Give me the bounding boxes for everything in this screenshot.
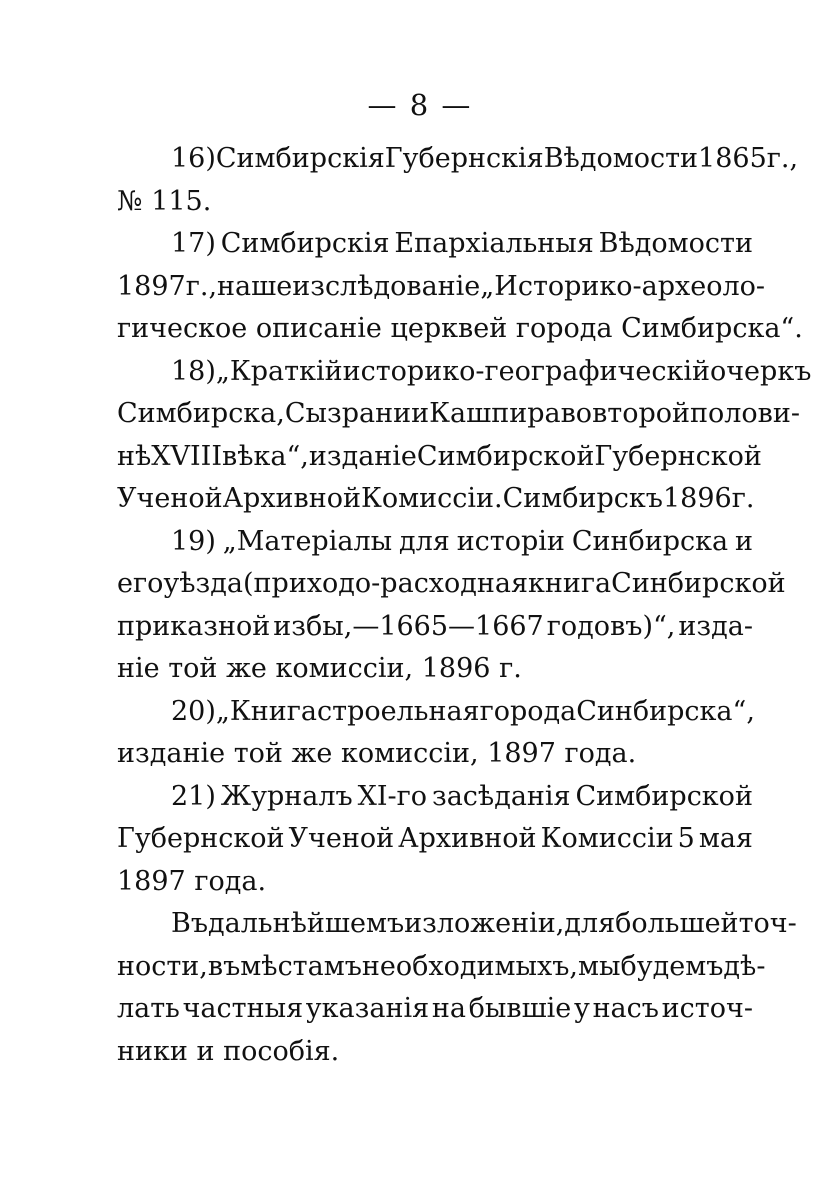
word: избы,—1665—1667 xyxy=(273,610,544,642)
word: наше xyxy=(217,270,293,302)
word: точ- xyxy=(738,908,797,939)
word: года. xyxy=(564,738,637,769)
word: же xyxy=(291,738,333,769)
word: изслѣдованіе xyxy=(292,270,481,302)
word: и xyxy=(734,525,753,557)
text-line xyxy=(117,393,800,436)
word: церквей xyxy=(390,313,508,344)
word: „Краткій xyxy=(215,355,343,387)
word: 1896 xyxy=(421,653,491,684)
word: будемъ xyxy=(620,950,724,982)
word: изданіе xyxy=(117,738,226,769)
word: источ- xyxy=(661,993,753,1024)
word: г., xyxy=(185,270,218,302)
word: той xyxy=(233,738,283,769)
word: и xyxy=(196,1035,215,1067)
text-line xyxy=(117,776,753,819)
word: 17) xyxy=(171,228,216,259)
word: дальнѣйшемъ xyxy=(208,908,405,939)
word: описаніе xyxy=(255,313,382,344)
text-line xyxy=(117,818,753,861)
word: очеркъ xyxy=(709,355,812,387)
word: Вѣдомости xyxy=(543,143,699,174)
word: ники xyxy=(117,1035,188,1067)
word: Кашпира xyxy=(429,398,561,429)
word: нѣ xyxy=(117,440,152,472)
word: необходимыхъ, xyxy=(361,950,578,982)
word: города xyxy=(479,695,577,727)
text-line xyxy=(117,138,799,181)
word: засѣданія xyxy=(431,780,571,812)
text-line xyxy=(117,648,753,691)
word: изда- xyxy=(678,610,753,642)
word: комиссіи, xyxy=(340,738,479,769)
word: изложеніи, xyxy=(404,908,565,939)
word: г. xyxy=(731,483,755,514)
word: и xyxy=(411,398,430,429)
word: гическое xyxy=(117,313,248,344)
word: же xyxy=(226,653,267,684)
word: Сызрани xyxy=(284,398,412,429)
word: второй xyxy=(592,398,690,429)
word: 21) xyxy=(171,780,216,812)
text-line xyxy=(117,1031,753,1074)
text-line xyxy=(117,988,753,1031)
word: Ученой xyxy=(288,823,395,854)
word: Синбирской xyxy=(611,568,786,599)
word: полови- xyxy=(690,398,800,429)
word: большей xyxy=(615,908,739,939)
text-line xyxy=(117,861,753,904)
word: Симбирска“. xyxy=(621,313,803,344)
word: города xyxy=(515,313,613,344)
word: 18) xyxy=(171,355,216,387)
word: (приходо-расходная xyxy=(243,568,529,599)
word: вѣка“, xyxy=(222,440,309,472)
word: Симбирскъ xyxy=(502,483,663,514)
word: Въ xyxy=(171,908,209,939)
word: Губернской xyxy=(117,823,285,854)
word: для xyxy=(398,525,450,557)
word: исторіи xyxy=(456,525,565,557)
word: 16) xyxy=(171,143,216,174)
word: XVIII xyxy=(151,440,222,472)
page-number: — 8 — xyxy=(367,88,473,122)
word: XI-го xyxy=(357,780,428,812)
text-line xyxy=(117,946,766,989)
word: Архивной xyxy=(398,823,537,854)
text-line xyxy=(117,478,753,521)
word: его xyxy=(117,568,164,599)
word: Симбирскія xyxy=(220,228,390,259)
word: у xyxy=(573,993,590,1024)
word: „Матеріалы xyxy=(222,525,393,557)
text-line xyxy=(117,903,797,946)
word: мая xyxy=(698,823,753,854)
text-line xyxy=(117,606,753,649)
text-line xyxy=(117,351,812,394)
word: изданіе xyxy=(308,440,417,472)
text-line xyxy=(117,563,786,606)
word: историко-географическій xyxy=(342,355,710,387)
word: 1897 xyxy=(487,738,556,769)
word: во xyxy=(560,398,593,429)
word: насъ xyxy=(592,993,659,1024)
word: 5 xyxy=(677,823,695,854)
word: ности, xyxy=(117,950,208,982)
word: „Историко-археоло- xyxy=(480,270,766,302)
word: дѣ- xyxy=(723,950,766,982)
word: № xyxy=(117,185,143,217)
word: Ученой xyxy=(117,483,223,514)
word: 115. xyxy=(151,185,212,217)
word: лать xyxy=(117,993,180,1024)
word: Вѣдомости xyxy=(598,228,753,259)
word: Симбирской xyxy=(416,440,595,472)
word: указанія xyxy=(305,993,430,1024)
word: строельная xyxy=(317,695,480,727)
word: Синбирска xyxy=(571,525,729,557)
word: ніе xyxy=(117,653,160,684)
word: приказной xyxy=(117,610,271,642)
word: пособія. xyxy=(223,1035,340,1067)
text-line xyxy=(117,691,753,734)
text-line xyxy=(117,436,762,479)
word: г., xyxy=(766,143,799,174)
text-line xyxy=(117,181,753,224)
text-line xyxy=(117,733,753,776)
word: „Книга xyxy=(215,695,318,727)
word: 1865 xyxy=(698,143,767,174)
word: на xyxy=(431,993,466,1024)
word: комиссіи, xyxy=(275,653,414,684)
word: Синбирска“, xyxy=(576,695,755,727)
word: Симбирскія xyxy=(215,143,385,174)
word: Симбирской xyxy=(575,780,753,812)
text-line xyxy=(117,266,766,309)
word: Журналъ xyxy=(220,780,353,812)
word: Комиссіи. xyxy=(361,483,503,514)
word: мѣстамъ xyxy=(240,950,362,982)
word: 1897 xyxy=(117,270,186,302)
word: мы xyxy=(577,950,621,982)
word: 1897 xyxy=(117,865,186,897)
word: г. xyxy=(499,653,522,684)
word: 19) xyxy=(171,525,216,557)
body-text xyxy=(117,138,812,1073)
word: той xyxy=(168,653,218,684)
word: книга xyxy=(528,568,612,599)
word: 20) xyxy=(171,695,216,727)
text-line xyxy=(117,308,803,351)
word: года. xyxy=(194,865,267,897)
word: Епархіальныя xyxy=(394,228,594,259)
word: Губернской xyxy=(594,440,762,472)
text-line xyxy=(117,223,753,266)
word: частныя xyxy=(182,993,304,1024)
word: для xyxy=(564,908,616,939)
word: 1896 xyxy=(662,483,732,514)
word: Архивной xyxy=(222,483,361,514)
word: Симбирска, xyxy=(117,398,285,429)
word: уѣзда xyxy=(163,568,244,599)
word: Комиссіи xyxy=(540,823,674,854)
text-line xyxy=(117,521,753,564)
word: бывшіе xyxy=(468,993,572,1024)
word: годовъ)“, xyxy=(546,610,676,642)
word: Губернскія xyxy=(384,143,544,174)
word: въ xyxy=(207,950,241,982)
